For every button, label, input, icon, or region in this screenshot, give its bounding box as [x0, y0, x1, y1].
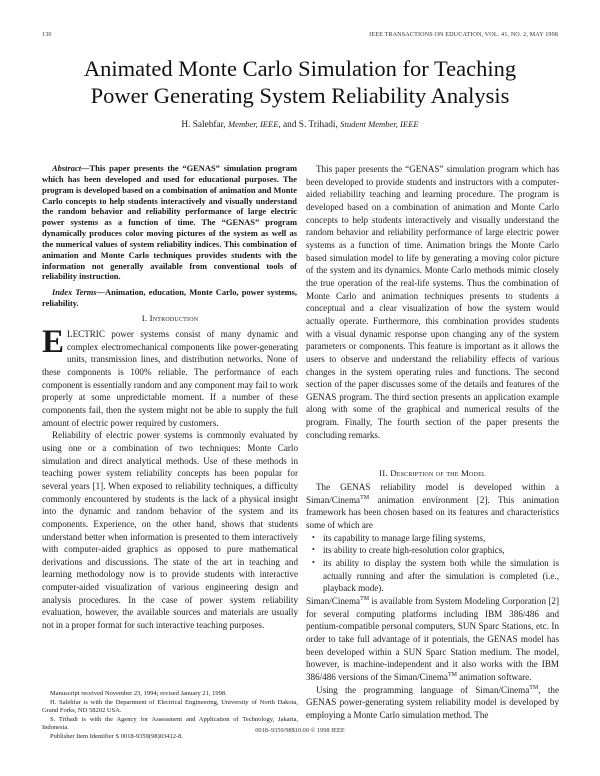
footnote-received: Manuscript received November 23, 1994; revised January 21, 1998. [50, 690, 227, 697]
author-2-role: Student Member, IEEE [340, 119, 419, 129]
footnote-salehfar: H. Salehfar is with the Department of Electrical Engineering, University of North Dakota, Grand Forks, ND 58202 USA. [42, 698, 298, 714]
title-line-1: Animated Monte Carlo Simulation for Teaching [83, 56, 517, 81]
list-item: • its ability to display the system both while the simulation is actually running and after the simulation is completed (i.e., playback mode). [323, 557, 559, 595]
page-number: 130 [42, 31, 52, 38]
list-item: • its ability to create high-resolution color graphics, [323, 544, 559, 557]
introduction-continued [306, 163, 559, 441]
author-1-role: Member, IEEE, [227, 119, 281, 129]
sec2-paragraph-1: The GENAS reliability model is developed within a Siman/Cinema™ animation environment [2]. This animation framework has been chosen based on its features and characteristics some of which are [306, 482, 559, 530]
title-line-2: Power Generating System Reliability Analysis [90, 83, 510, 108]
index-terms [42, 287, 297, 309]
footnote-pii: Publisher Item Identifier S 0018-9359(98)03412-8. [50, 732, 184, 740]
sec2-paragraph-2: Siman/Cinema™ is available from System Modeling Corporation [2] for several computing platforms including IBM 386/486 and pentium-compatible personal computers, SUN Sparc Stations, etc. In order to take full advantage of it potentials, the GENAS model has been developed within a SUN Sparc Station medium. The model, however, is machine-independent and it also works with the IBM 386/486 versions of the Siman/Cinema™ animation software. [306, 595, 559, 682]
author-conjunction: and S. Trihadi, [283, 120, 338, 130]
abstract [42, 163, 297, 309]
intro-paragraph-2: Reliability of electric power systems is commonly evaluated by using one or a combination of two techniques: Monte Carlo simulation and direct analytical methods. Use of these methods in teaching power system reliability concepts has been popular for several years [1]. When exposed to reliability techniques, a difficulty commonly encountered by students is the lack of a physical insight into the dynamic and random behavior of the system and its components. Experience, on the other hand, shows that students understand better when information is presented to them interactively with computer-aided graphics as opposed to pure mathematical derivations and discussions. The state of the art in teaching and learning methodology now is to provide students with interactive computer-aided visualization of various engineering design and analysis procedures. In the case of power system reliability evaluation, however, the available sources and materials are usually not in a proper format for such interactive teaching purposes. [42, 430, 298, 631]
copyright-notice: 0018–9359/98$10.00 © 1998 IEEE [255, 727, 345, 734]
abstract-text: This paper presents the “GENAS” simulation program which has been developed and used for educational purposes. The program is developed based on a combination of animation and Monte Carlo concepts to help students interactively and visually understand the random behavior and reliability performance of large electric power systems as a function of time. The “GENAS” program dynamically produces color moving pictures of the system as well as the numerical values of system reliability indices. This combination of animation and Monte Carlo techniques provides students with the information not generally available from conventional tools of reliability instruction. [42, 163, 297, 282]
author-line [0, 119, 600, 130]
section-heading-introduction: I. Introduction [141, 313, 199, 323]
list-item: • its capability to manage large filing systems, [323, 532, 559, 545]
journal-citation: IEEE TRANSACTIONS ON EDUCATION, VOL. 41, NO. 2, MAY 1998 [369, 31, 558, 38]
footnote-trihadi: S. Trihadi is with the Agency for Assessment and Application of Technology, Jakarta, Indonesia. [42, 715, 298, 731]
drop-cap: E [42, 324, 65, 360]
author-1: H. Salehfar, [181, 120, 226, 130]
index-terms-text: —Animation, education, Monte Carlo, power systems, reliability. [42, 287, 297, 309]
intro-paragraph-1 [42, 324, 298, 429]
section-2-body [306, 481, 559, 721]
paper-title [0, 55, 600, 109]
abstract-label: Abstract— [52, 163, 90, 173]
sec2-paragraph-3: Using the programming language of Siman/Cinema™, the GENAS power-generating system reliability model is developed by employing a Monte Carlo simulation method. The [306, 684, 559, 720]
introduction-body [42, 324, 298, 632]
abstract-paragraph [42, 163, 297, 282]
intro-paragraph-3: This paper presents the “GENAS” simulation program which has been developed to provide students and instructors with a computer-aided reliability teaching and learning procedure. The program is developed based on a combination of animation and Monte Carlo concepts to help students interactively and visually understand the random behavior and reliability performance of large electric power systems as a function of time. Animation brings the Monte Carlo based simulation model to life by generating a moving color picture of the system and its dynamics. Monte Carlo methods mimic closely the true operation of the real-life systems. Thus the combination of Monte Carlo and animation techniques presents to students a conceptual and a clear visualization of how the system would actually operate. Furthermore, this combination provides students with a visual dynamic response upon changing any of the system parameters or components. This feature is important as it allows the users to observe and understand the reliability effects of various changes in the system operating rules and functions. The second section of the paper discusses some of the details and features of the GENAS program. The third section presents an application example along with some of the graphical and numerical results of the program. Finally, The fourth section of the paper presents the concluding remarks. [306, 164, 559, 440]
index-terms-label: Index Terms [52, 287, 97, 298]
section-heading-description: II. Description of the Model [379, 468, 486, 478]
intro-paragraph-1-text: LECTRIC power systems consist of many dynamic and complex electromechanical components like power-generating units, transmission lines, and distribution networks. None of these components is 100% reliable. The performance of each component is essentially random and any component may fail to work properly at some unpredictable moment. If a number of these components fail, then the system might not be able to supply the full amount of electric power required by customers. [42, 329, 298, 428]
features-list [306, 532, 559, 595]
